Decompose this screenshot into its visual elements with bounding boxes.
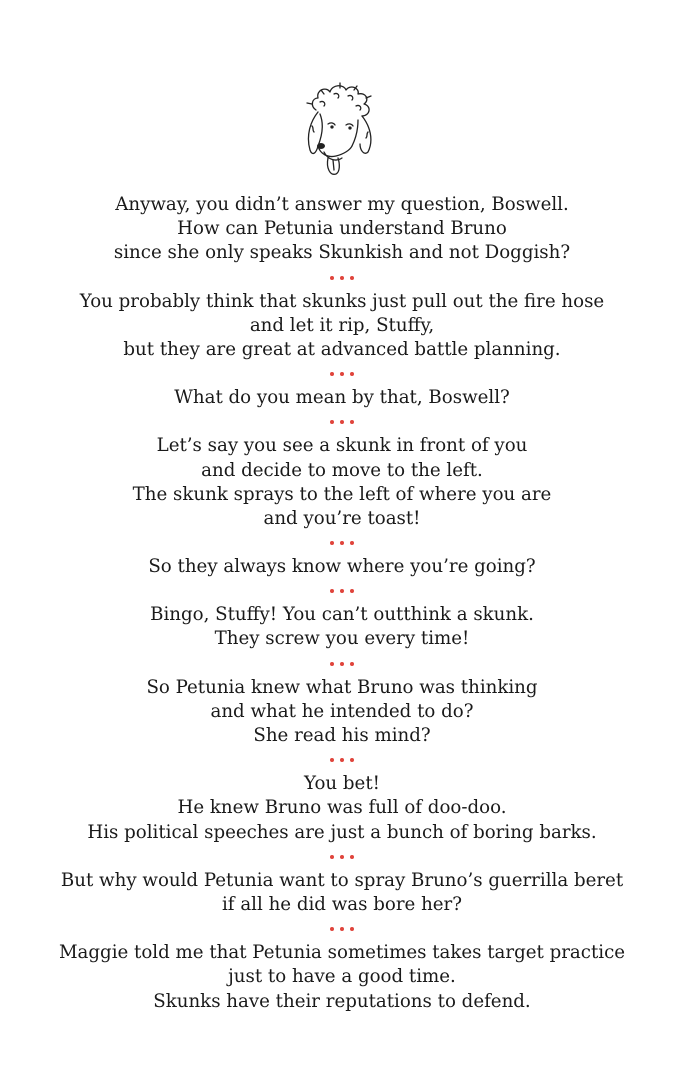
separator-dots: [0, 652, 684, 676]
dialogue-line: They screw you every time!: [214, 628, 470, 650]
separator-dots: [0, 410, 684, 434]
separator-dot: [340, 855, 344, 859]
dialogue-line: Bingo, Stuffy! You can’t outthink a skunk.: [150, 604, 534, 626]
separator-dot: [340, 541, 344, 545]
dialogue-block: [0, 676, 684, 749]
separator-dot: [330, 372, 334, 376]
dialogue-line: Let’s say you see a skunk in front of you: [156, 435, 528, 457]
dialogue-block: [0, 386, 684, 410]
separator-dot: [330, 541, 334, 545]
dialogue-line: Anyway, you didn’t answer my question, Boswell.: [115, 194, 569, 215]
dialogue-line: but they are great at advanced battle planning.: [123, 338, 561, 360]
dialogue-line: What do you mean by that, Boswell?: [174, 387, 510, 409]
separator-dot: [330, 662, 334, 666]
dialogue-line: and you’re toast!: [263, 507, 421, 529]
poodle-head-icon: [294, 80, 390, 184]
separator-dot: [350, 276, 354, 280]
dialogue-block: [0, 869, 684, 917]
dialogue-block: [0, 193, 684, 266]
separator-dot: [340, 420, 344, 424]
separator-dots: [0, 748, 684, 772]
separator-dot: [340, 276, 344, 280]
dialogue-line: Skunks have their reputations to defend.: [153, 990, 531, 1012]
separator-dot: [340, 372, 344, 376]
separator-dot: [350, 541, 354, 545]
separator-dots: [0, 266, 684, 290]
dialogue-line: and what he intended to do?: [210, 700, 474, 722]
dialogue-line: His political speeches are just a bunch of boring barks.: [87, 821, 597, 843]
separator-dot: [330, 758, 334, 762]
separator-dots: [0, 917, 684, 941]
dialogue-line: and let it rip, Stuffy,: [249, 314, 435, 336]
dialogue-text: [0, 193, 684, 1014]
separator-dot: [340, 589, 344, 593]
dialogue-line: Maggie told me that Petunia sometimes takes target practice: [58, 942, 626, 964]
dialogue-line: So they always know where you’re going?: [148, 556, 536, 578]
dialogue-line: just to have a good time.: [228, 966, 456, 988]
separator-dot: [330, 589, 334, 593]
separator-dots: [0, 362, 684, 386]
dialogue-block: [0, 941, 684, 1014]
separator-dot: [350, 662, 354, 666]
separator-dot: [350, 589, 354, 593]
dialogue-line: if all he did was bore her?: [221, 893, 462, 915]
separator-dot: [340, 927, 344, 931]
separator-dot: [350, 758, 354, 762]
dialogue-line: How can Petunia understand Bruno: [177, 218, 507, 240]
separator-dot: [330, 855, 334, 859]
separator-dot: [340, 662, 344, 666]
separator-dots: [0, 531, 684, 555]
dialogue-block: [0, 603, 684, 651]
separator-dots: [0, 845, 684, 869]
dialogue-block: [0, 290, 684, 363]
separator-dot: [350, 855, 354, 859]
dialogue-block: [0, 555, 684, 579]
dialogue-line: You probably think that skunks just pull out the fire hose: [79, 290, 605, 312]
dialogue-block: [0, 434, 684, 531]
separator-dot: [350, 927, 354, 931]
dialogue-line: She read his mind?: [253, 725, 431, 746]
separator-dot: [330, 276, 334, 280]
separator-dot: [330, 927, 334, 931]
dialogue-line: The skunk sprays to the left of where you are: [132, 483, 552, 505]
separator-dot: [340, 758, 344, 762]
dialogue-line: So Petunia knew what Bruno was thinking: [146, 676, 538, 698]
dialogue-line: But why would Petunia want to spray Bruno’s guerrilla beret: [60, 869, 624, 891]
dialogue-line: since she only speaks Skunkish and not Doggish?: [113, 242, 571, 264]
dialogue-line: He knew Bruno was full of doo-doo.: [177, 797, 507, 819]
dialogue-block: [0, 772, 684, 845]
dialogue-line: You bet!: [304, 773, 380, 795]
separator-dot: [350, 372, 354, 376]
separator-dots: [0, 579, 684, 603]
dialogue-line: and decide to move to the left.: [201, 459, 483, 481]
separator-dot: [330, 420, 334, 424]
separator-dot: [350, 420, 354, 424]
